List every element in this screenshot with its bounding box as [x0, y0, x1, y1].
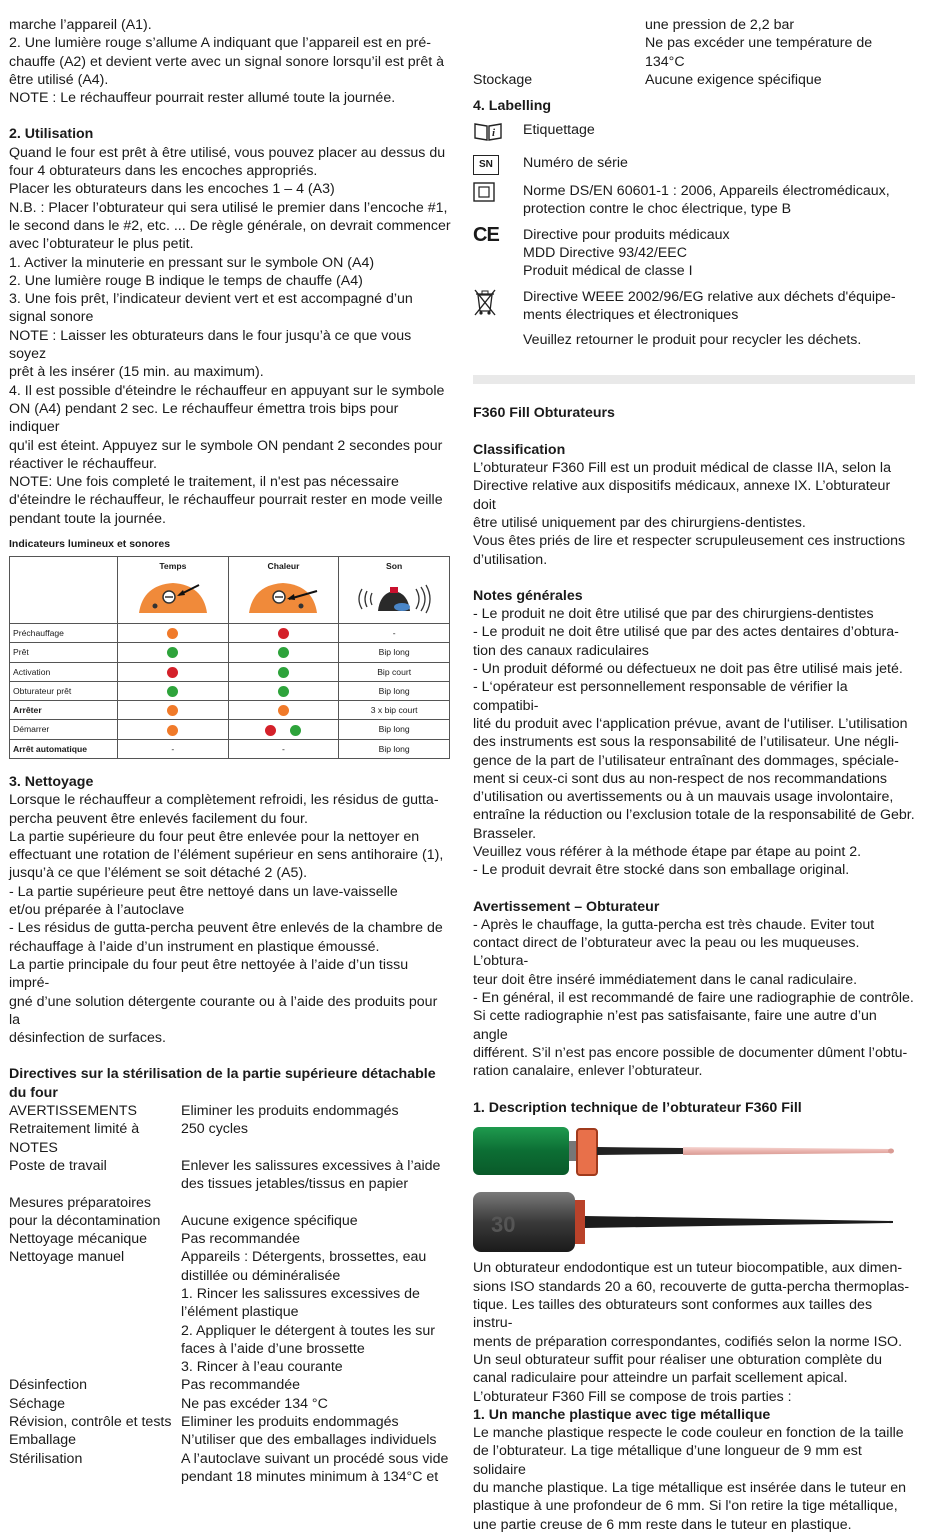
text-line: Quand le four est prêt à être utilisé, vous pouvez placer au dessus du: [9, 144, 446, 161]
text-line: et/ou préparée à l’autoclave: [9, 902, 185, 919]
weee-bin-icon: [473, 288, 497, 316]
text-line: être utilisé (A4).: [9, 71, 109, 88]
indicator-chaleur: [228, 720, 339, 739]
text-line: N.B. : Placer l’obturateur qui sera utilisé le premier dans l’encoche #1,: [9, 199, 448, 216]
f360-title: F360 Fill Obturateurs: [473, 405, 615, 422]
text-line: La partie supérieure du four peut être enlevée pour la nettoyer en: [9, 828, 420, 845]
text-line: canal radiculaire pour atteindre un parfait scellement apical.: [473, 1370, 848, 1387]
steril-key: [9, 1194, 181, 1231]
text-line: Etiquettage: [523, 122, 595, 139]
notes-title: Notes générales: [473, 587, 583, 604]
text-line: avec l’obturateur le plus petit.: [9, 236, 194, 253]
steril-key-line: NOTES: [9, 1139, 58, 1156]
red-light-icon: [278, 628, 289, 639]
text-line: Lorsque le réchauffeur a complètement refroidi, les résidus de gutta-: [9, 792, 439, 809]
header-son: Son: [386, 561, 403, 572]
warning-title: Avertissement – Obturateur: [473, 898, 660, 915]
steril-value-line: Aucune exigence spécifique: [181, 1212, 358, 1229]
text-line: NOTE : Laisser les obturateurs dans le four jusqu’à ce que vous soyez: [9, 327, 412, 363]
steril-key: [9, 1413, 181, 1431]
labelling-title: 4. Labelling: [473, 98, 552, 115]
oven-sound-icon: [354, 579, 434, 617]
steril-key: [9, 1230, 181, 1248]
steril-value-line: A l’autoclave suivant un procédé sous vide: [181, 1450, 449, 1467]
section-nettoyage-title: 3. Nettoyage: [9, 773, 94, 790]
symbol-row-manual: [473, 121, 915, 146]
steril-value-line: faces à l’aide d’une brossette: [181, 1340, 365, 1357]
symbol-row-serial: [473, 154, 915, 175]
text-line: pendant toute la journée.: [9, 510, 166, 527]
steril-value-line: 1. Rincer les salissures excessives de: [181, 1286, 420, 1302]
type-b-icon: [473, 182, 495, 202]
text-line: ments de préparation correspondantes, codifiés selon la norme ISO.: [473, 1333, 903, 1350]
ce-mark-icon: CE: [473, 223, 499, 246]
steril-value-line: N’utiliser que des emballages individuels: [181, 1432, 437, 1449]
text-line: - Les résidus de gutta-percha peuvent être enlevés de la chambre de: [9, 920, 443, 937]
indicator-table-title: Indicateurs lumineux et sonores: [9, 538, 171, 551]
green-light-icon: [278, 667, 289, 678]
steril-value-line: Eliminer les produits endommagés: [181, 1103, 399, 1120]
steril-value: [181, 1120, 451, 1157]
indicator-temps: [118, 681, 229, 700]
text-line: - Un produit déformé ou défectueux ne doit pas être utilisé mais jeté.: [473, 661, 903, 678]
obturator-photo-green: [473, 1123, 915, 1181]
steril-row: [9, 1120, 451, 1157]
text-line: chauffe (A2) et devient verte avec un signal sonore lorsqu’il est prêt à: [9, 53, 445, 70]
steril-value-line: pendant 18 minutes minimum à 134°C et: [181, 1468, 439, 1485]
steril-value-line: [181, 1194, 451, 1212]
text-line: contact direct de l’obturateur avec la peau ou les muqueuses. L’obtura-: [473, 935, 860, 970]
text-line: ON (A4) pendant 2 sec. Le réchauffeur émettra trois bips pour indiquer: [9, 400, 399, 436]
text-line: jusqu’à ce que l’élément se soit détaché 2 (A5).: [9, 865, 308, 882]
steril-value: [181, 1157, 451, 1194]
section-utilisation-title: 2. Utilisation: [9, 126, 94, 143]
steril-value-line: Eliminer les produits endommagés: [181, 1414, 399, 1431]
green-light-icon: [167, 647, 178, 658]
indicator-row-label: Activation: [10, 662, 118, 681]
text-line: - En général, il est recommandé de faire une radiographie de contrôle.: [473, 990, 914, 1007]
steril-value: [181, 1413, 451, 1431]
text-line: prêt à les insérer (15 min. au maximum).: [9, 364, 264, 381]
indicator-row: [10, 739, 450, 758]
indicator-row: [10, 701, 450, 720]
text-line: ments électriques et électroniques: [523, 306, 739, 323]
symbol-text-manual: [523, 121, 915, 146]
steril-key: [9, 1157, 181, 1194]
utilisation-text: [9, 144, 451, 528]
green-light-icon: [167, 686, 178, 697]
text-line: réactiver le réchauffeur.: [9, 455, 157, 472]
indicator-chaleur: [228, 662, 339, 681]
symbol-text-ce: [523, 226, 915, 281]
steril-key-line: Révision, contrôle et tests: [9, 1414, 172, 1431]
steril-value: [181, 1102, 451, 1120]
text-line: NOTE: Une fois completé le traitement, il n'est pas nécessaire: [9, 474, 399, 491]
steril-row: [9, 1230, 451, 1248]
warning-text: [473, 916, 915, 1081]
text-line: entraîne la réduction ou l’exclusion totale de la responsabilité de Gebr.: [473, 807, 915, 824]
steril-key-line: [9, 1267, 181, 1285]
steril-value-line: Ne pas excéder une température de 134°C: [645, 35, 873, 70]
indicator-table: [9, 556, 450, 759]
indicator-son: Bip court: [339, 662, 450, 681]
text-line: sions ISO standards 20 a 60, recouverte de gutta-percha thermoplas-: [473, 1278, 910, 1295]
indicator-temps: [118, 701, 229, 720]
steril-value-line: Pas recommandée: [181, 1377, 301, 1394]
steril-key: [9, 1376, 181, 1394]
steril-value: [181, 1248, 451, 1376]
header-temps: Temps: [159, 561, 187, 572]
text-line: être utilisé uniquement par des chirurgiens-dentistes.: [473, 514, 806, 531]
text-line: 3. Une fois prêt, l’indicateur devient vert et est accompagné d’un: [9, 291, 413, 308]
section-divider: [473, 375, 915, 384]
oven-heat-icon: [243, 579, 323, 617]
indicator-row: [10, 643, 450, 662]
text-line: réchauffage à l’aide d’un instrument en plastique émoussé.: [9, 938, 380, 955]
orange-light-icon: [278, 705, 289, 716]
indicator-row-label: Démarrer: [10, 720, 118, 739]
text-line: le second dans le #2, etc. ... De règle générale, on devrait commencer: [9, 217, 451, 234]
oven-timer-icon: [133, 579, 213, 617]
indicator-temps: [118, 662, 229, 681]
classification-text: [473, 459, 915, 569]
text-line: Si cette radiographie n’est pas satisfaisante, faire une autre d’un angle: [473, 1008, 877, 1043]
text-line: Placer les obturateurs dans les encoches 1 – 4 (A3): [9, 181, 335, 198]
indicator-row: [10, 720, 450, 739]
orange-light-icon: [167, 725, 178, 736]
text-line: Numéro de série: [523, 154, 628, 171]
steril-value: [181, 1431, 451, 1449]
steril-key: [9, 1120, 181, 1157]
steril-value-line: Aucune exigence spécifique: [645, 71, 822, 88]
steril-value-line: distillée ou déminéralisée: [181, 1267, 341, 1284]
steril-key-line: Désinfection: [9, 1377, 88, 1394]
text-line: d'éteindre le réchauffeur, le réchauffeur pourrait rester en mode veille: [9, 492, 443, 509]
steril-key-line: [9, 1468, 181, 1486]
steril-value: [645, 16, 915, 34]
text-line: percha peuvent être enlevés facilement du four.: [9, 810, 308, 827]
text-line: ration canalaire, enlever l’obturateur.: [473, 1063, 703, 1080]
steril-value-line: Appareils : Détergents, brossettes, eau: [181, 1249, 427, 1266]
serial-number-icon: SN: [473, 155, 499, 175]
steril-row: [9, 1194, 451, 1231]
green-light-icon: [278, 647, 289, 658]
steril-value: [181, 1395, 451, 1413]
steril-value: [181, 1194, 451, 1231]
text-line: signal sonore: [9, 309, 94, 326]
indicator-row-label: Obturateur prêt: [10, 681, 118, 700]
indicator-chaleur: [228, 701, 339, 720]
steril-key-line: Nettoyage manuel: [9, 1249, 125, 1266]
part1-title: 1. Un manche plastique avec tige métallique: [473, 1406, 771, 1423]
steril-key-line: [9, 1285, 181, 1303]
indicator-row-label: Prêt: [10, 643, 118, 662]
text-line: différent. S’il n’est pas encore possible de documenter dûment l’obtu-: [473, 1044, 908, 1061]
red-light-icon: [167, 667, 178, 678]
steril-key: [473, 71, 645, 89]
nettoyage-text: [9, 791, 451, 1047]
steril-row: [9, 1376, 451, 1394]
text-line: Le manche plastique respecte le code couleur en fonction de la taille: [473, 1425, 904, 1442]
steril-key-line: [9, 1175, 181, 1193]
text-line: Directive WEEE 2002/96/EG relative aux déchets d'équipe-: [523, 288, 896, 305]
symbol-row-weee: [473, 288, 915, 325]
text-line: - Le produit devrait être stocké dans son emballage original.: [473, 862, 850, 879]
steril-key-line: Nettoyage mécanique: [9, 1231, 148, 1248]
indicator-son: Bip long: [339, 739, 450, 758]
steril-title-line2: du four: [9, 1084, 58, 1101]
handle-number: 30: [491, 1212, 516, 1238]
steril-row: [9, 1450, 451, 1487]
steril-value-line: 3. Rincer à l’eau courante: [181, 1359, 343, 1376]
steril-row: [9, 1102, 451, 1120]
text-line: La partie principale du four peut être nettoyée à l’aide d’un tissu impré-: [9, 956, 409, 992]
steril-key-line: [473, 16, 645, 34]
text-line: - Le produit ne doit être utilisé que par des actes dentaires d’obtura-: [473, 624, 899, 641]
steril-value: [645, 71, 915, 89]
steril-value-line: 250 cycles: [181, 1121, 249, 1138]
steril-key-line: Mesures préparatoires: [9, 1194, 151, 1211]
indicator-table-header: [10, 557, 450, 624]
steril-value-line: Enlever les salissures excessives à l’aide: [181, 1157, 441, 1174]
steril-row: [9, 1395, 451, 1413]
symbol-row-ce: [473, 223, 915, 281]
text-line: Produit médical de classe I: [523, 263, 693, 280]
indicator-son: Bip long: [339, 643, 450, 662]
notes-text: [473, 605, 915, 879]
indicator-row: [10, 681, 450, 700]
indicator-temps: -: [118, 739, 229, 758]
steril-key-line: Stérilisation: [9, 1450, 83, 1467]
green-light-icon: [278, 686, 289, 697]
steril-key-line: [9, 1322, 181, 1340]
steril-title-line1: Directives sur la stérilisation de la partie supérieure détachable: [9, 1066, 436, 1083]
steril-value-line: Pas recommandée: [181, 1231, 301, 1248]
text-line: désinfection de surfaces.: [9, 1030, 166, 1047]
steril-key: [9, 1102, 181, 1120]
text-line: du manche plastique. La tige métallique est insérée dans le tuteur en: [473, 1480, 906, 1496]
steril-row: [9, 1431, 451, 1449]
steril-key-line: Emballage: [9, 1432, 77, 1449]
steril-value: [181, 1230, 451, 1248]
intro-text: [9, 16, 451, 107]
steril-key-line: AVERTISSEMENTS: [9, 1103, 137, 1120]
text-line: - Le produit ne doit être utilisé que par des chirurgiens-dentistes: [473, 606, 874, 623]
indicator-row-label: Préchauffage: [10, 623, 118, 642]
steril-key-line: Stockage: [473, 71, 533, 88]
indicator-chaleur: -: [228, 739, 339, 758]
text-line: plastique à une profondeur de 6 mm. Si l'on retire la tige métallique,: [473, 1498, 898, 1515]
text-line: Directive pour produits médicaux: [523, 226, 730, 243]
text-line: Norme DS/EN 60601-1 : 2006, Appareils électromédicaux,: [523, 183, 890, 200]
text-line: 2. Une lumière rouge B indique le temps de chauffe (A4): [9, 272, 363, 289]
steril-key-line: [9, 1358, 181, 1376]
text-line: four 4 obturateurs dans les encoches appropriés.: [9, 163, 318, 180]
text-line: lité du produit avec l‘application prévue, avant de l‘utiliser. L’utilisation: [473, 715, 908, 732]
right-column: [473, 16, 915, 1534]
left-column: [9, 16, 451, 1486]
steril-key: [9, 1395, 181, 1413]
steril-value-line: [181, 1139, 451, 1157]
text-line: Vous êtes priés de lire et respecter scrupuleusement ces instructions: [473, 533, 906, 550]
steril-key-line: Poste de travail: [9, 1157, 107, 1174]
indicator-temps: [118, 720, 229, 739]
text-line: Un seul obturateur suffit pour réaliser une obturation complète du: [473, 1351, 883, 1368]
text-line: Un obturateur endodontique est un tuteur biocompatible, aux dimen-: [473, 1260, 903, 1277]
indicator-chaleur: [228, 623, 339, 642]
indicator-chaleur: [228, 681, 339, 700]
sterilisation-table: [9, 1102, 451, 1486]
indicator-temps: [118, 643, 229, 662]
steril-key-line: Séchage: [9, 1395, 66, 1412]
steril-key: [473, 16, 645, 34]
steril-key-line: [473, 34, 645, 52]
indicator-son: Bip long: [339, 720, 450, 739]
classification-title: Classification: [473, 441, 566, 458]
svg-text:i: i: [492, 127, 496, 140]
text-line: 4. Il est possible d'éteindre le réchauffeur en appuyant sur le symbole: [9, 382, 445, 399]
text-line: Veuillez vous référer à la méthode étape par étape au point 2.: [473, 843, 862, 860]
steril-value-line: des tissues jetables/tissus en papier: [181, 1176, 409, 1193]
text-line: teur doit être inséré immédiatement dans le canal radiculaire.: [473, 971, 858, 988]
obturator-photo-grey: [473, 1190, 915, 1254]
steril-key: [473, 34, 645, 71]
steril-row: [9, 1248, 451, 1376]
text-line: tique. Les tailles des obturateurs sont conformes aux tailles des instru-: [473, 1297, 873, 1332]
steril-value: [181, 1376, 451, 1394]
text-line: 2. Une lumière rouge s’allume A indiquant que l’appareil est en pré-: [9, 35, 431, 52]
text-line: qu'il est éteint. Appuyez sur le symbole ON pendant 2 secondes pour: [9, 437, 443, 454]
steril-value: [181, 1450, 451, 1487]
text-line: L’obturateur F360 Fill se compose de trois parties :: [473, 1388, 792, 1405]
steril-value-line: l’élément plastique: [181, 1304, 299, 1321]
manual-info-icon: [473, 121, 503, 141]
part1-text: [473, 1424, 915, 1534]
description-title: 1. Description technique de l’obturateur F360 Fill: [473, 1099, 802, 1116]
indicator-row-label: Arrêter: [10, 701, 118, 720]
steril-value-line: Ne pas excéder 134 °C: [181, 1395, 328, 1412]
symbol-text-weee: [523, 288, 915, 325]
steril-key: [9, 1450, 181, 1487]
header-chaleur: Chaleur: [267, 561, 300, 572]
indicator-chaleur: [228, 643, 339, 662]
green-light-icon: [290, 725, 301, 736]
text-line: protection contre le choc électrique, type B: [523, 201, 792, 218]
text-line: d’utilisation.: [473, 551, 548, 568]
steril-row: [473, 16, 915, 34]
steril-key: [9, 1248, 181, 1376]
orange-light-icon: [167, 628, 178, 639]
indicator-temps: [118, 623, 229, 642]
indicator-son: -: [339, 623, 450, 642]
text-line: - Après le chauffage, la gutta-percha est très chaude. Eviter tout: [473, 916, 875, 933]
text-line: des instruments est sous la responsabilité de l’utilisateur. Une négli-: [473, 734, 899, 751]
steril-value-line: une pression de 2,2 bar: [645, 17, 795, 33]
steril-value-line: 2. Appliquer le détergent à toutes les sur: [181, 1322, 435, 1339]
text-line: marche l’appareil (A1).: [9, 17, 152, 33]
steril-key-line: pour la décontamination: [9, 1212, 161, 1229]
symbol-row-typeb: [473, 182, 915, 219]
text-line: tion des canaux radiculaires: [473, 642, 649, 659]
text-line: Directive relative aux dispositifs médicaux, annexe IX. L’obturateur doit: [473, 478, 891, 513]
sterilisation-table-continued: [473, 16, 915, 89]
indicator-row-label: Arrêt automatique: [10, 739, 118, 758]
weee-note: Veuillez retourner le produit pour recycler les déchets.: [523, 332, 862, 349]
text-line: gence de la part de l’utilisateur entraînant des dommages, spéciale-: [473, 752, 899, 769]
red-light-icon: [265, 725, 276, 736]
indicator-son: 3 x bip court: [339, 701, 450, 720]
orange-light-icon: [167, 705, 178, 716]
symbol-text-typeb: [523, 182, 915, 219]
symbol-text-serial: [523, 154, 915, 175]
text-line: NOTE : Le réchauffeur pourrait rester allumé toute la journée.: [9, 90, 396, 107]
steril-row: [473, 34, 915, 71]
text-line: ment si ceux-ci sont dus au non-respect de nos recommandations: [473, 770, 888, 787]
text-line: une partie creuse de 6 mm reste dans le tuteur en plastique.: [473, 1516, 852, 1533]
text-line: effectuant une rotation de l’élément supérieur en sens antihoraire (1),: [9, 847, 444, 864]
steril-key-line: Retraitement limité à: [9, 1121, 140, 1138]
text-line: d’utilisation ou avertissements ou à un mauvais usage involontaire,: [473, 789, 894, 806]
indicator-row: [10, 662, 450, 681]
text-line: - L‘opérateur est personnellement responsable de vérifier la compatibi-: [473, 679, 848, 714]
text-line: de l’obturateur. La tige métallique d’une longueur de 9 mm est solidaire: [473, 1443, 862, 1478]
description-text: [473, 1259, 915, 1405]
indicator-son: Bip long: [339, 681, 450, 700]
steril-row: [9, 1157, 451, 1194]
text-line: 1. Activer la minuterie en pressant sur le symbole ON (A4): [9, 254, 375, 271]
steril-key-line: [9, 1303, 181, 1321]
steril-value: [645, 34, 915, 71]
text-line: Brasseler.: [473, 825, 537, 842]
text-line: L’obturateur F360 Fill est un produit médical de classe IIA, selon la: [473, 460, 891, 477]
steril-key-line: [9, 1340, 181, 1358]
text-line: MDD Directive 93/42/EEC: [523, 244, 687, 261]
steril-row: [473, 71, 915, 89]
steril-key: [9, 1431, 181, 1449]
text-line: - La partie supérieure peut être nettoyé dans un lave-vaisselle: [9, 883, 398, 900]
text-line: gné d’une solution détergente courante ou à l’aide des produits pour la: [9, 993, 438, 1028]
indicator-row: [10, 623, 450, 642]
steril-row: [9, 1413, 451, 1431]
